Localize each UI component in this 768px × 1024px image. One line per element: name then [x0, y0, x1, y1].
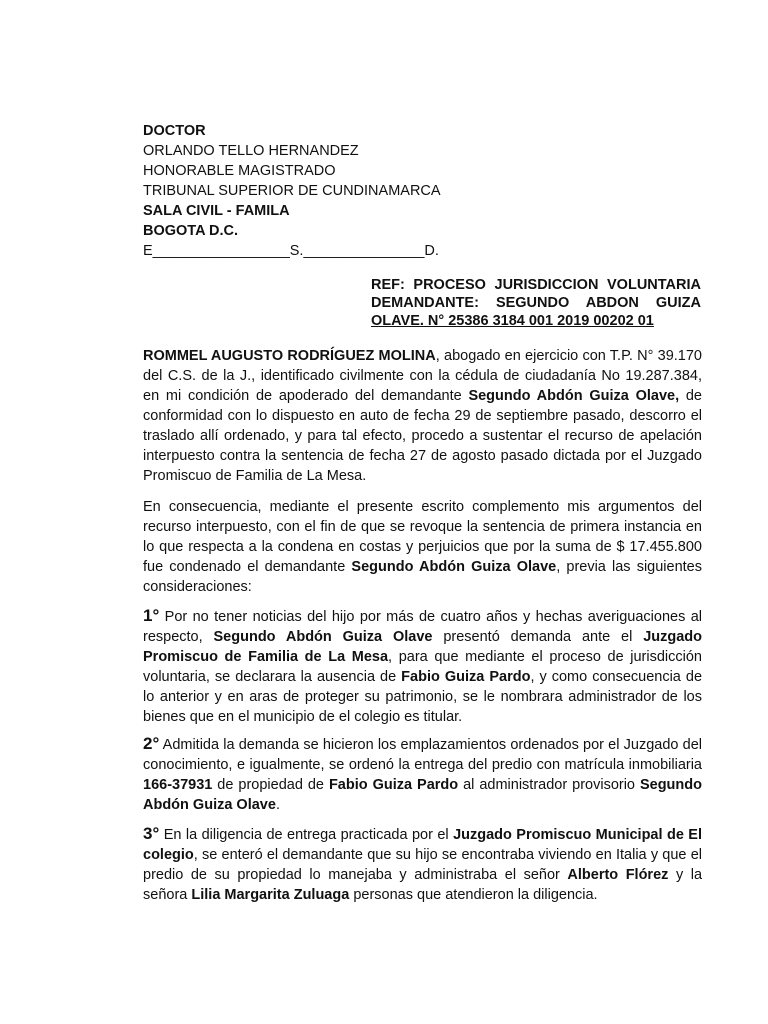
reference-case-number: OLAVE. N° 25386 3184 001 2019 00202 01: [371, 313, 654, 329]
plaintiff-name: Segundo Abdón Guiza Olave,: [468, 388, 680, 404]
consideration-2: [143, 734, 702, 815]
administrator-name: Lilia Margarita Zuluaga: [191, 887, 350, 903]
court-name: Juzgado Promiscuo Municipal de El colegio: [143, 827, 703, 863]
consideration-3: [143, 824, 702, 905]
paragraph-text: , previa las siguientes consideraciones:: [143, 559, 702, 595]
addressee-city: BOGOTA D.C.: [143, 223, 239, 239]
addressee-position: HONORABLE MAGISTRADO: [143, 163, 336, 179]
plaintiff-name: Segundo Abdón Guiza Olave: [351, 559, 557, 575]
paragraph-text: Admitida la demanda se hicieron los emplazamientos ordenados por el Juzgado del conocimiento, e igualmente, se ordenó la entrega del predio con matrícula inmobiliaria: [143, 737, 702, 773]
consideration-number: 3°: [143, 824, 160, 843]
paragraph-text: , se enteró el demandante que su hijo se encontraba viviendo en Italia y que el predio de su propiedad lo manejaba y administraba el señor: [143, 847, 702, 883]
plaintiff-name: Segundo Abdón Guiza Olave: [143, 777, 702, 813]
paragraph-consequence: [143, 497, 702, 597]
paragraph-text: En la diligencia de entrega practicada por el: [159, 827, 454, 843]
plaintiff-name: Segundo Abdón Guiza Olave: [213, 629, 433, 645]
paragraph-text: presentó demanda ante el: [432, 629, 644, 645]
property-registration-number: 166-37931: [143, 777, 213, 793]
absent-person-name: Fabio Guiza Pardo: [401, 669, 531, 685]
addressee-salutation-line: E_________________S._______________D.: [143, 243, 439, 259]
paragraph-introduction: [143, 346, 702, 486]
consideration-1: [143, 606, 702, 727]
court-name: Juzgado Promiscuo de Familia de La Mesa: [143, 629, 702, 665]
addressee-title: DOCTOR: [143, 123, 206, 139]
addressee-name: ORLANDO TELLO HERNANDEZ: [143, 143, 359, 159]
administrator-name: Alberto Flórez: [567, 867, 669, 883]
paragraph-text: Por no tener noticias del hijo por más de cuatro años y hechas averiguaciones al respecto,: [143, 609, 702, 645]
paragraph-text: personas que atendieron la diligencia.: [349, 887, 598, 903]
paragraph-text: .: [275, 797, 280, 813]
lawyer-name: ROMMEL AUGUSTO RODRÍGUEZ MOLINA: [143, 348, 436, 364]
paragraph-text: de propiedad de: [212, 777, 329, 793]
paragraph-text: y la señora: [143, 867, 703, 903]
addressee-block: [143, 121, 543, 261]
paragraph-text: , y como consecuencia de lo anterior y en aras de proteger su patrimonio, se le nombrara administrador de los bienes que en el municipio de el colegio es titular.: [143, 669, 703, 725]
paragraph-text: al administrador provisorio: [458, 777, 640, 793]
paragraph-text: , para que mediante el proceso de jurisdicción voluntaria, se declarara la ausencia de: [143, 649, 702, 685]
reference-block: [371, 276, 701, 330]
paragraph-text: En consecuencia, mediante el presente escrito complemento mis argumentos del recurso interpuesto, con el fin de que se revoque la sentencia de primera instancia en lo que respecta a la condena en costas y perjuicios que por la suma de $ 17.455.800 fue condenado el demandante: [143, 499, 702, 575]
reference-plaintiff: DEMANDANTE: SEGUNDO ABDON GUIZA: [371, 295, 701, 311]
paragraph-text: , abogado en ejercicio con T.P. N° 39.170 del C.S. de la J., identificado civilmente con la cédula de ciudadanía No 19.287.384, en mi condición de apoderado del demandante: [143, 348, 702, 404]
absent-person-name: Fabio Guiza Pardo: [328, 777, 459, 793]
consideration-number: 2°: [143, 734, 160, 753]
paragraph-text: de conformidad con lo dispuesto en auto de fecha 29 de septiembre pasado, descorro el traslado allí ordenado, y para tal efecto, procedo a sustentar el recurso de apelación interpuesto contra la sentencia de fecha 27 de agosto pasado dictada por el Juzgado Promiscuo de Familia de La Mesa.: [143, 388, 702, 484]
addressee-court: TRIBUNAL SUPERIOR DE CUNDINAMARCA: [143, 183, 441, 199]
consideration-number: 1°: [143, 606, 160, 625]
reference-process: REF: PROCESO JURISDICCION VOLUNTARIA: [371, 277, 701, 293]
addressee-chamber: SALA CIVIL - FAMILA: [143, 203, 290, 219]
